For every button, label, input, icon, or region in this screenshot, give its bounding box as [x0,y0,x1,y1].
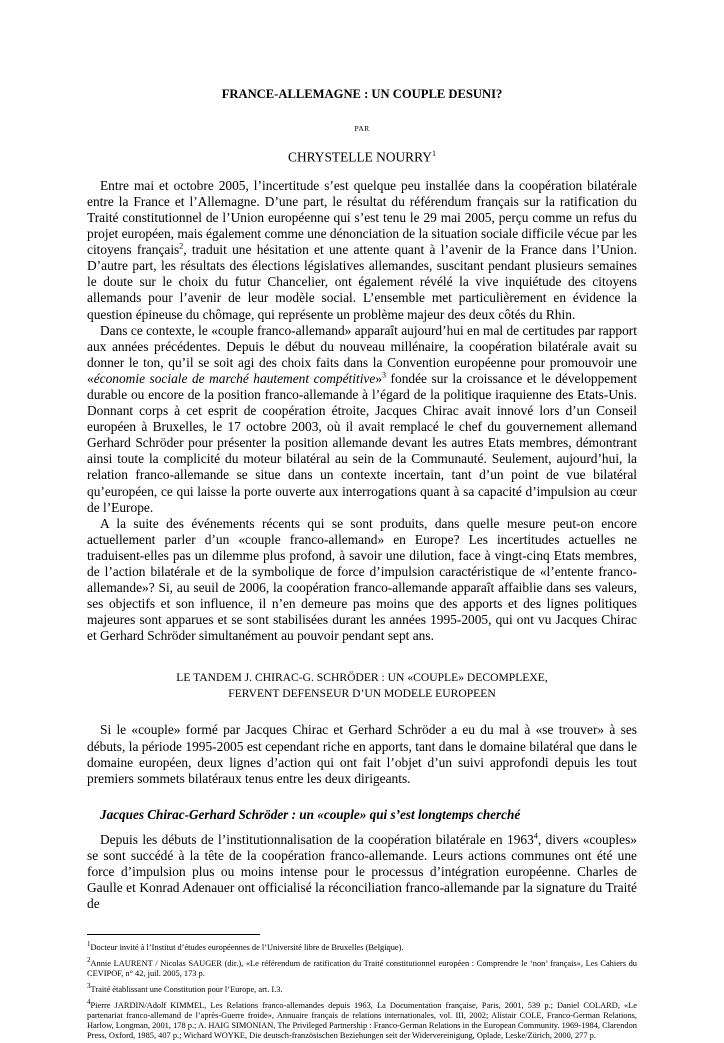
footnote-3-number: 3 [87,982,91,991]
footnote-3 [87,981,637,995]
footnote-2-text: Annie LAURENT / Nicolas SAUGER (dir.), «Le référendum de ratification du Traité constitutionnel européen : Comprendre le ‘non’ français», Les Cahiers du CEVIPOF, n° 42, juil. 2005, 173 p. [87,959,637,979]
section-heading-line-1: LE TANDEM J. CHIRAC-G. SCHRÖDER : UN «COUPLE» DECOMPLEXE, [176,671,548,685]
section-heading-line-2: FERVENT DEFENSEUR D’UN MODELE EUROPEEN [228,687,496,701]
subsection-heading: Jacques Chirac-Gerhard Schröder : un «couple» qui s’est longtemps cherché [100,806,521,822]
paragraph-1-text-a: Entre mai et octobre 2005, l’incertitude s’est quelque peu installée dans la coopération bilatérale entre la France et l’Allemagne. D’une part, le résultat du référendum français sur la ratification du Traité constitutionnel de l’Union européenne qui s’est tenu le 29 mai 2005, perçu comme un refus du projet européen, mais également comme une dénonciation de la situation sociale difficile vécue par les citoyens français [87,177,637,258]
paragraph-2-text-c: fondée sur la croissance et le développement durable ou encore de la position franco-allemande à l’égard de la politique iraquienne des Etats-Unis. Donnant corps à cet esprit de coopération étroite, Jacques Chirac avait innové lors d’un Conseil européen à Bruxelles, le 17 octobre 2003, où il avait remplacé le chef du gouvernement allemand Gerhard Schröder pour présenter la position allemande devant les autres Etats membres, démontrant ainsi toute la complicité du moteur bilatéral au sein de la Communauté. Seulement, aujourd’hui, la relation franco-allemande se situe dans un contexte incertain, tant d’un point de vue bilatéral qu’européen, ce qui laisse la porte ouverte aux interrogations quant à sa capacité d’impulsion au cœur de l’Europe. [87,370,637,515]
footnote-2-number: 2 [87,956,91,965]
author-name [87,146,637,166]
footnote-divider [87,934,260,935]
paragraph-2-quote: économie sociale de marché hautement compétitive [93,370,376,386]
paragraph-3: A la suite des événements récents qui se sont produits, dans quelle mesure peut-on encore actuellement parler d’un «couple franco-allemand» en Europe? Les incertitudes actuelles ne traduisent-elles pas un dilemme plus profond, à savoir une dilution, face à vingt-cinq Etats membres, de l’action bilatérale et de la symbolique de force d’impulsion caractéristique de «l’entente franco-allemande»? Si, au seuil de 2006, la coopération franco-allemande apparaît affaiblie dans ses valeurs, ses objectifs et son influence, il n’en demeure pas moins que des apports et des lignes politiques majeures sont apparues et se sont stabilisées durant les années 1995-2005, qui ont vu Jacques Chirac et Gerhard Schröder simultanément au pouvoir pendant sept ans. [87,515,637,644]
paragraph-1 [87,178,637,323]
footnote-ref-3: 3 [382,370,387,380]
footnote-4-number: 4 [87,998,91,1007]
author-footnote-ref: 1 [431,149,436,159]
by-line: PAR [354,124,370,134]
paragraph-2 [87,323,637,516]
paragraph-2-text-a: Dans ce contexte, le «couple franco-allemand» apparaît aujourd’hui en mal de certitudes par rapport aux années précédentes. Depuis le début du nouveau millénaire, la coopération bilatérale avait su donner le ton, qu’il se soit agi des choix faits dans la Convention européenne pour promouvoir une « [87,322,637,386]
author-name-text: CHRYSTELLE NOURRY [288,149,432,165]
footnote-4 [87,997,637,1041]
paragraph-5-text-a: Depuis les débuts de l’institutionnalisation de la coopération bilatérale en 1963 [100,831,534,847]
footnote-ref-4: 4 [533,831,538,841]
footnote-3-text: Traité établissant une Constitution pour l’Europe, art. I.3. [90,985,283,995]
paragraph-2-quote-close: » [375,370,383,386]
footnotes [87,939,637,1041]
footnote-4-text: Pierre JARDIN/Adolf KIMMEL, Les Relations franco-allemandes depuis 1963, La Documentation française, Paris, 2001, 539 p.; Daniel COLARD, «Le partenariat franco-allemand de l’après-Guerre froide», Annuaire français de relations internationales, vol. III, 2002; Alistair COLE, Franco-German Relations, Harlow, Longman, 2001, 178 p.; A. HAIG SIMONIAN, The Privileged Partnership : Franco-German Relations in the European Community. 1969-1984, Clarendon Press, Oxford, 1985, 407 p.; Wichard WOYKE, Die deutsch-französischen Beziehungen seit der Widervereinigung, Oplade, Leske/Zürich, 2000, 277 p. [87,1000,637,1041]
footnote-1-text: Docteur invité à l’Institut d’études européennes de l’Université libre de Bruxelles (Belgique). [90,943,404,953]
footnote-1-number: 1 [87,940,91,949]
footnote-1 [87,939,637,953]
paragraph-1-text-b: , traduit une hésitation et une attente quant à l’avenir de la France dans l’Union. D’autre part, les résultats des élections législatives allemandes, suscitant pendant plusieurs semaines le doute sur le choix du futur Chancelier, ont également révélé la vive inquiétude des citoyens allemands pour l’avenir de leur modèle social. L’ensemble met particulièrement en évidence la question épineuse du chômage, qui représente un problème majeur des deux côtés du Rhin. [87,242,637,322]
document-page [87,86,637,1043]
paragraph-4: Si le «couple» formé par Jacques Chirac et Gerhard Schröder a eu du mal à «se trouver» à ses débuts, la période 1995-2005 est cependant riche en apports, tant dans le domaine bilatéral que dans le domaine européen, deux lignes d’action qui ont fait l’objet d’un suivi approfondi depuis les tout premiers sommets bilatéraux tenus entre les deux dirigeants. [87,722,637,786]
paragraph-5 [87,832,637,912]
footnote-ref-2: 2 [179,241,184,251]
paragraph-5-text-b: , divers «couples» se sont succédé à la tête de la coopération franco-allemande. Leurs actions communes ont été une force d’impulsion plus ou moins intense pour le processus d’intégration européenne. Charles de Gaulle et Konrad Adenauer ont officialisé la réconciliation franco-allemande par la signature du Traité de [87,831,637,912]
footnote-2 [87,955,637,979]
section-heading [87,670,637,702]
article-title: FRANCE-ALLEMAGNE : UN COUPLE DESUNI? [221,87,503,101]
